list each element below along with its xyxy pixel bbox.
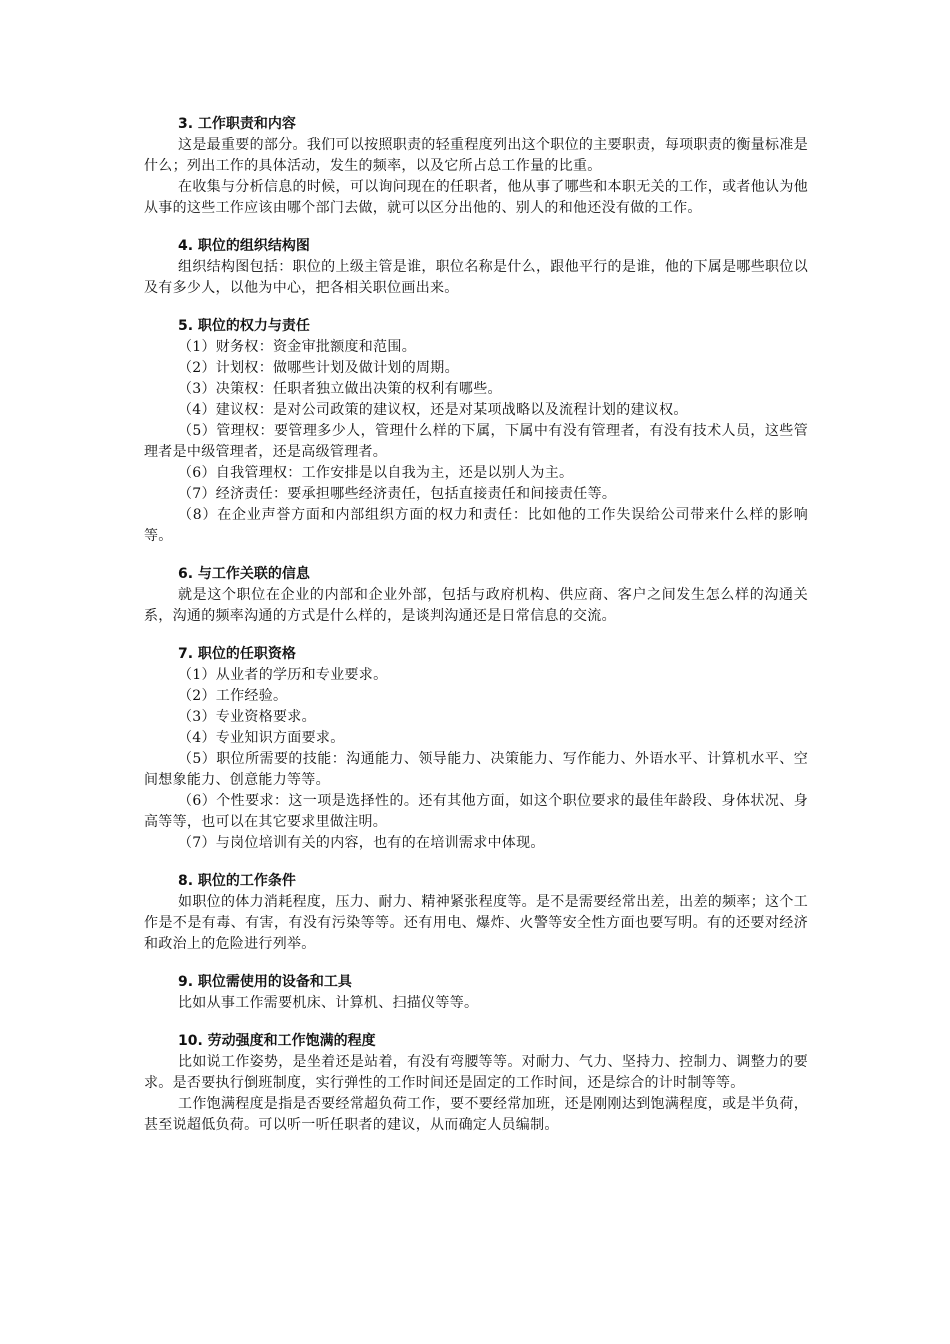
section-heading: 3. 工作职责和内容 <box>178 116 296 132</box>
section-heading: 9. 职位需使用的设备和工具 <box>178 974 352 990</box>
section-heading: 8. 职位的工作条件 <box>178 873 296 889</box>
list-item: （6）个性要求：这一项是选择性的。还有其他方面，如这个职位要求的最佳年龄段、身体状况、身高等等，也可以在其它要求里做注明。 <box>144 793 808 830</box>
paragraph: 工作饱满程度是指是否要经常超负荷工作，要不要经常加班，还是刚刚达到饱满程度，或是半负荷，甚至说超低负荷。可以听一听任职者的建议，从而确定人员编制。 <box>144 1096 808 1133</box>
list-item: （5）职位所需要的技能：沟通能力、领导能力、决策能力、写作能力、外语水平、计算机水平、空间想象能力、创意能力等等。 <box>144 751 808 788</box>
section-work-intensity <box>144 1031 808 1136</box>
list-item: （1）从业者的学历和专业要求。 <box>178 667 388 683</box>
section-related-info <box>144 564 808 627</box>
list-item: （2）计划权：做哪些计划及做计划的周期。 <box>178 360 459 376</box>
list-item: （1）财务权：资金审批额度和范围。 <box>178 339 417 355</box>
list-item: （7）与岗位培训有关的内容，也有的在培训需求中体现。 <box>178 835 545 851</box>
section-authority-responsibility <box>144 316 808 547</box>
paragraph: 在收集与分析信息的时候，可以询问现在的任职者，他从事了哪些和本职无关的工作，或者他认为他从事的这些工作应该由哪个部门去做，就可以区分出他的、别人的和他还没有做的工作。 <box>144 179 808 216</box>
document-page <box>144 114 808 1153</box>
paragraph: 组织结构图包括：职位的上级主管是谁，职位名称是什么，跟他平行的是谁，他的下属是哪些职位以及有多少人，以他为中心，把各相关职位画出来。 <box>144 259 808 296</box>
section-qualifications <box>144 644 808 854</box>
section-heading: 6. 与工作关联的信息 <box>178 566 310 582</box>
list-item: （3）决策权：任职者独立做出决策的权利有哪些。 <box>178 381 502 397</box>
section-org-chart <box>144 236 808 299</box>
paragraph: 如职位的体力消耗程度，压力、耐力、精神紧张程度等。是不是需要经常出差，出差的频率；这个工作是不是有毒、有害，有没有污染等等。还有用电、爆炸、火警等安全性方面也要写明。有的还要对经济和政治上的危险进行列举。 <box>144 894 808 952</box>
paragraph: 就是这个职位在企业的内部和企业外部，包括与政府机构、供应商、客户之间发生怎么样的沟通关系，沟通的频率沟通的方式是什么样的，是谈判沟通还是日常信息的交流。 <box>144 587 808 624</box>
list-item: （4）专业知识方面要求。 <box>178 730 345 746</box>
section-job-duties <box>144 114 808 219</box>
section-work-conditions <box>144 871 808 955</box>
list-item: （7）经济责任：要承担哪些经济责任，包括直接责任和间接责任等。 <box>178 486 617 502</box>
list-item: （5）管理权：要管理多少人，管理什么样的下属，下属中有没有管理者，有没有技术人员，这些管理者是中级管理者，还是高级管理者。 <box>144 423 808 460</box>
section-equipment-tools <box>144 972 808 1014</box>
paragraph: 比如从事工作需要机床、计算机、扫描仪等等。 <box>178 995 479 1011</box>
list-item: （2）工作经验。 <box>178 688 288 704</box>
section-heading: 5. 职位的权力与责任 <box>178 318 310 334</box>
paragraph: 比如说工作姿势，是坐着还是站着，有没有弯腰等等。对耐力、气力、坚持力、控制力、调整力的要求。是否要执行倒班制度，实行弹性的工作时间还是固定的工作时间，还是综合的计时制等等。 <box>144 1054 808 1091</box>
section-heading: 7. 职位的任职资格 <box>178 646 296 662</box>
list-item: （3）专业资格要求。 <box>178 709 316 725</box>
list-item: （6）自我管理权：工作安排是以自我为主，还是以别人为主。 <box>178 465 574 481</box>
section-heading: 10. 劳动强度和工作饱满的程度 <box>178 1033 376 1049</box>
paragraph: 这是最重要的部分。我们可以按照职责的轻重程度列出这个职位的主要职责，每项职责的衡量标准是什么；列出工作的具体活动，发生的频率，以及它所占总工作量的比重。 <box>144 137 808 174</box>
list-item: （8）在企业声誉方面和内部组织方面的权力和责任：比如他的工作失误给公司带来什么样的影响等。 <box>144 507 808 544</box>
list-item: （4）建议权：是对公司政策的建议权，还是对某项战略以及流程计划的建议权。 <box>178 402 688 418</box>
section-heading: 4. 职位的组织结构图 <box>178 238 310 254</box>
